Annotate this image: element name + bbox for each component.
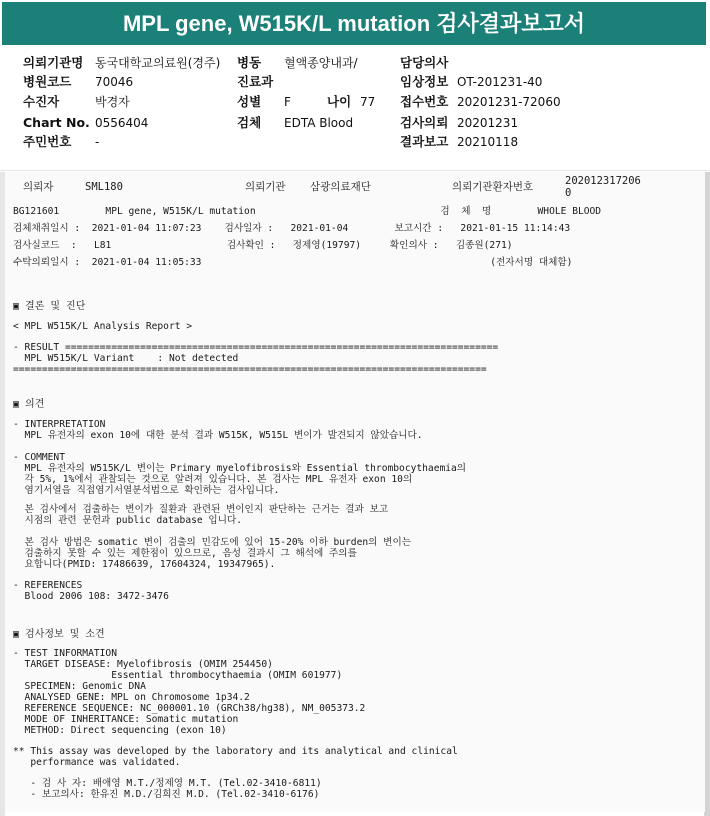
value-requesting-institution: 동국대학교의료원(경주) — [95, 56, 221, 70]
test-line: REFERENCE SEQUENCE: NC_000001.10 (GRCh38/hg38), NM_005373.2 — [13, 703, 366, 714]
ref-line: - REFERENCES — [13, 580, 83, 591]
value-specimen: EDTA Blood — [284, 116, 354, 130]
test-line: Essential thrombocythaemia (OMIM 601977) — [13, 670, 343, 681]
interp-line: MPL 유전자의 exon 10에 대한 분석 결과 W515K, W515L 변이가 발견되지 않았습니다. — [13, 430, 423, 441]
section-opinion: ▣ 의견 — [13, 399, 45, 410]
client-value: SML180 — [85, 181, 123, 193]
label-department: 진료과 — [237, 74, 274, 89]
agency-label: 의뢰기관 — [245, 181, 286, 193]
note-line: ** This assay was developed by the laboratory and its analytical and clinical — [13, 746, 458, 757]
comment-line: - COMMENT — [13, 452, 65, 463]
label-result-report: 결과보고 — [400, 134, 449, 149]
client-label: 의뢰자 — [23, 181, 54, 193]
label-resident-no: 주민번호 — [23, 134, 72, 149]
test-line: TARGET DISEASE: Myelofibrosis (OMIM 254450) — [13, 659, 273, 670]
sign-line: - 검 사 자: 배애영 M.T./정제영 M.T. (Tel.02-3410-6811) — [13, 778, 322, 789]
interp-line: - INTERPRETATION — [13, 419, 106, 430]
value-patient: 박경자 — [95, 95, 130, 109]
value-sex: F — [284, 95, 291, 109]
patient-no-value: 202012317206 0 — [565, 175, 641, 199]
value-hospital-code: 70046 — [95, 75, 134, 89]
value-clinical-info: OT-201231-40 — [457, 75, 543, 89]
comment-line: 염기서열을 직접염기서열분석법으로 확인하는 검사입니다. — [13, 485, 280, 496]
section-conclusion: ▣ 결론 및 진단 — [13, 301, 86, 312]
label-hospital-code: 병원코드 — [23, 74, 72, 89]
comment-line: 검출하지 못할 수 있는 제한점이 있으므로, 음성 결과시 그 해석에 주의를 — [13, 548, 357, 559]
result-line: MPL W515K/L Variant : Not detected — [13, 353, 239, 364]
label-age: 나이 — [327, 94, 352, 109]
label-ward: 병동 — [237, 55, 262, 70]
sign-line: - 보고의사: 한유진 M.D./김희진 M.D. (Tel.02-3410-6176) — [13, 789, 320, 800]
label-attending-physician: 담당의사 — [400, 55, 449, 70]
label-chart-no: Chart No. — [23, 115, 90, 130]
value-resident-no: - — [95, 135, 100, 149]
comment-line: 시점의 관련 문헌과 public database 입니다. — [13, 515, 243, 526]
label-receipt-no: 접수번호 — [400, 94, 449, 109]
report-title: MPL gene, W515K/L mutation 검사결과보고서 — [2, 2, 706, 45]
analysis-report-title: < MPL W515K/L Analysis Report > — [13, 321, 193, 332]
value-test-request: 20201231 — [457, 116, 519, 130]
scanned-report-page — [5, 172, 705, 812]
value-result-report: 20210118 — [457, 135, 519, 149]
label-requesting-institution: 의뢰기관명 — [23, 55, 84, 70]
comment-line: 요합니다(PMID: 17486639, 17604324, 19347965). — [13, 559, 276, 570]
comment-line: 본 검사 방법은 somatic 변이 검출의 민감도에 있어 15-20% 이하 burden의 변이는 — [13, 537, 411, 548]
test-line: - TEST INFORMATION — [13, 648, 117, 659]
specimen-info-line-2: 검체채취일시 : 2021-01-04 11:07:23 검사일자 : 2021-01-04 보고시간 : 2021-01-15 11:14:43 — [13, 223, 571, 234]
result-line: ================================================================================== — [13, 364, 487, 375]
note-line: performance was validated. — [13, 757, 181, 768]
specimen-info-line-3: 검사실코드 : L81 검사확인 : 정제영(19797) 확인의사 : 김종원(271) — [13, 240, 513, 251]
comment-line: 각 5%, 1%에서 관찰되는 것으로 알려져 있습니다. 본 검사는 MPL 유전자 exon 10의 — [13, 474, 413, 485]
label-clinical-info: 임상정보 — [400, 74, 449, 89]
test-line: METHOD: Direct sequencing (exon 10) — [13, 725, 227, 736]
specimen-info-line-4: 수탁의뢰일시 : 2021-01-04 11:05:33 (전자서명 대체함) — [13, 257, 573, 268]
test-line: MODE OF INHERITANCE: Somatic mutation — [13, 714, 239, 725]
comment-line: MPL 유전자의 W515K/L 변이는 Primary myelofibrosis와 Essential thrombocythaemia의 — [13, 463, 467, 474]
header-info-panel — [0, 48, 710, 171]
specimen-info-line-1: BG121601 MPL gene, W515K/L mutation 검 체 명 WHOLE BLOOD — [13, 206, 602, 217]
label-specimen: 검체 — [237, 115, 262, 130]
comment-line: 본 검사에서 검출하는 변이가 질환과 관련된 변이인지 판단하는 근거는 결과 보고 — [13, 504, 389, 515]
value-chart-no: 0556404 — [95, 116, 149, 130]
label-patient: 수진자 — [23, 94, 60, 109]
ref-line: Blood 2006 108: 3472-3476 — [13, 591, 169, 602]
test-line: ANALYSED GENE: MPL on Chromosome 1p34.2 — [13, 692, 250, 703]
result-line: - RESULT =========================================================================== — [13, 342, 499, 353]
test-line: SPECIMEN: Genomic DNA — [13, 681, 146, 692]
value-age: 77 — [360, 95, 376, 109]
section-test-info: ▣ 검사정보 및 소견 — [13, 629, 105, 640]
label-test-request: 검사의뢰 — [400, 115, 449, 130]
value-ward: 혈액종양내과/ — [284, 56, 358, 70]
value-receipt-no: 20201231-72060 — [457, 95, 561, 109]
agency-value: 삼광의료재단 — [310, 181, 371, 193]
label-sex: 성별 — [237, 94, 262, 109]
patient-no-label: 의뢰기관환자번호 — [452, 181, 534, 193]
